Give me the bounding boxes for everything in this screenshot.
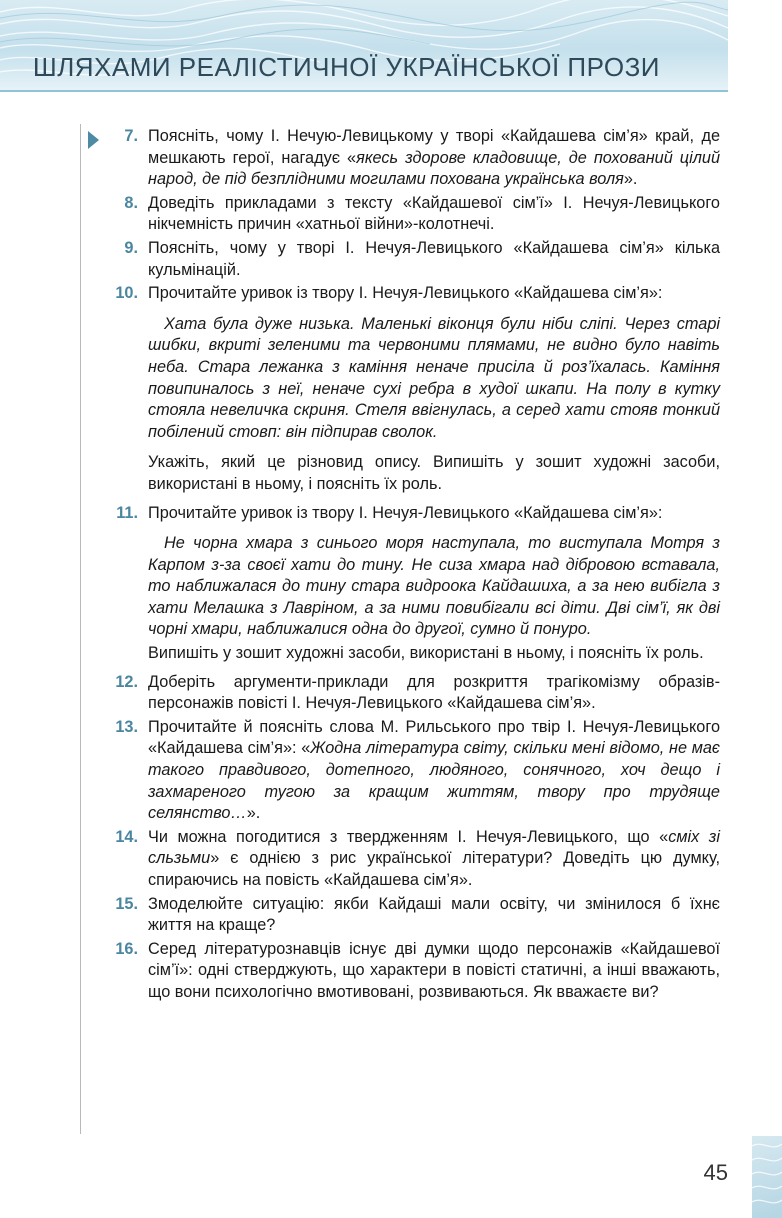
running-title: ШЛЯХАМИ РЕАЛІСТИЧНОЇ УКРАЇНСЬКОЇ ПРОЗИ — [32, 52, 660, 82]
task-text: Чи можна погодитися з твердженням І. Нечуя-Левицького, що «сміх зі сльзьми» є однією з рис української літератури? Доведіть цю думку, спираючись на повість «Кайдашева сім’я». — [148, 827, 720, 889]
corner-wave-pattern — [752, 1136, 782, 1218]
task-list — [104, 126, 720, 1006]
task-text: Прочитайте уривок із твору І. Нечуя-Левицького «Кайдашева сім’я»: — [148, 284, 663, 303]
task-number: 9. — [124, 238, 138, 257]
task-number: 11. — [116, 503, 138, 522]
task-marker-triangle-icon — [88, 131, 99, 149]
header-divider — [0, 90, 728, 92]
task-number: 10. — [115, 284, 138, 303]
task-number: 7. — [124, 127, 138, 145]
task-number: 15. — [115, 894, 138, 913]
task-8 — [104, 193, 720, 236]
task-text: Доберіть аргументи-приклади для розкриття трагікомізму образів-персонажів повісті І. Нечуя-Левицького «Кайдашева сім’я». — [148, 672, 720, 713]
header-wave-band — [0, 0, 728, 90]
corner-wave-decoration — [752, 1136, 782, 1218]
task-11 — [104, 503, 720, 665]
task-number: 16. — [115, 939, 138, 958]
task-number: 8. — [124, 193, 138, 212]
page-number: 45 — [703, 1160, 728, 1185]
task-number: 12. — [115, 672, 138, 691]
task-instruction: Випишіть у зошит художні засоби, використані в ньому, і поясніть їх роль. — [148, 644, 704, 663]
task-text: Поясніть, чому І. Нечую-Левицькому у творі «Кайдашева сім’я» край, де мешкають герої, нагадує «якесь здорове кладовище, де похований цілий народ, де під безплідними могилами похована українська воля». — [148, 127, 721, 189]
task-15 — [104, 894, 720, 937]
task-instruction: Укажіть, який це різновид опису. Випишіть у зошит художні засоби, використані в ньому, і поясніть їх роль. — [148, 453, 720, 493]
task-text: Прочитайте уривок із твору І. Нечуя-Левицького «Кайдашева сім’я»: — [148, 503, 663, 522]
task-number: 13. — [115, 717, 138, 736]
task-text: Поясніть, чому у творі І. Нечуя-Левицького «Кайдашева сім’я» кілька кульмінацій. — [148, 238, 720, 279]
excerpt-quote: Хата була дуже низька. Маленькі віконця були ніби сліпі. Через старі шибки, вкриті зеленими та червоними плямами, не видно було навіть неба. Стара лежанка з каміння неначе присіла й роз’їхалась. Каміння повипиналось з неї, неначе сухі ребра в худої шкапи. На полу в кутку стояла невеличка скриня. Стеля ввігнулась, а серед хати стояв тонкий побілений стовп: він підпирав сволок. — [148, 314, 720, 441]
task-14 — [104, 827, 720, 892]
task-13 — [104, 717, 720, 825]
task-text: Прочитайте й поясніть слова М. Рильського про твір І. Нечуя-Левицького «Кайдашева сім’я»: «Жодна література світу, скільки мені відомо, не має такого правдивого, дотепного, людяного, сонячного, хоч дещо і захмареного тугою за кращим життям, твору про трудяще селянство…». — [148, 717, 720, 823]
task-12 — [104, 672, 720, 715]
task-text: Доведіть прикладами з тексту «Кайдашевої сім’ї» І. Нечуя-Левицького нікчемність причин «хатньої війни»-колотнечі. — [148, 193, 720, 234]
margin-rule — [80, 124, 81, 1134]
task-7 — [104, 126, 720, 191]
excerpt-quote: Не чорна хмара з синього моря наступала, то виступала Мотря з Карпом з-за своєї хати до тину. Не сиза хмара над дібровою вставала, то наближалася до тину стара видроока Кайдашиха, а за нею вибігла з хати Мелашка з Лавріном, а за ними повибігали всі діти. Дві сім’ї, як дві чорні хмари, наближалися одна до другої, сумно й понуро. — [148, 534, 720, 639]
task-text: Змоделюйте ситуацію: якби Кайдаші мали освіту, чи змінилося б їхнє життя на краще? — [148, 894, 720, 935]
task-10 — [104, 283, 720, 495]
task-number: 14. — [115, 827, 138, 846]
task-16 — [104, 939, 720, 1004]
task-9 — [104, 238, 720, 281]
task-text: Серед літературознавців існує дві думки щодо персонажів «Кайдашевої сім’ї»: одні стверджують, що характери в повісті статичні, а інші вважають, що вони психологічно вмотивовані, розвиваються. Як вважаєте ви? — [148, 939, 720, 1001]
